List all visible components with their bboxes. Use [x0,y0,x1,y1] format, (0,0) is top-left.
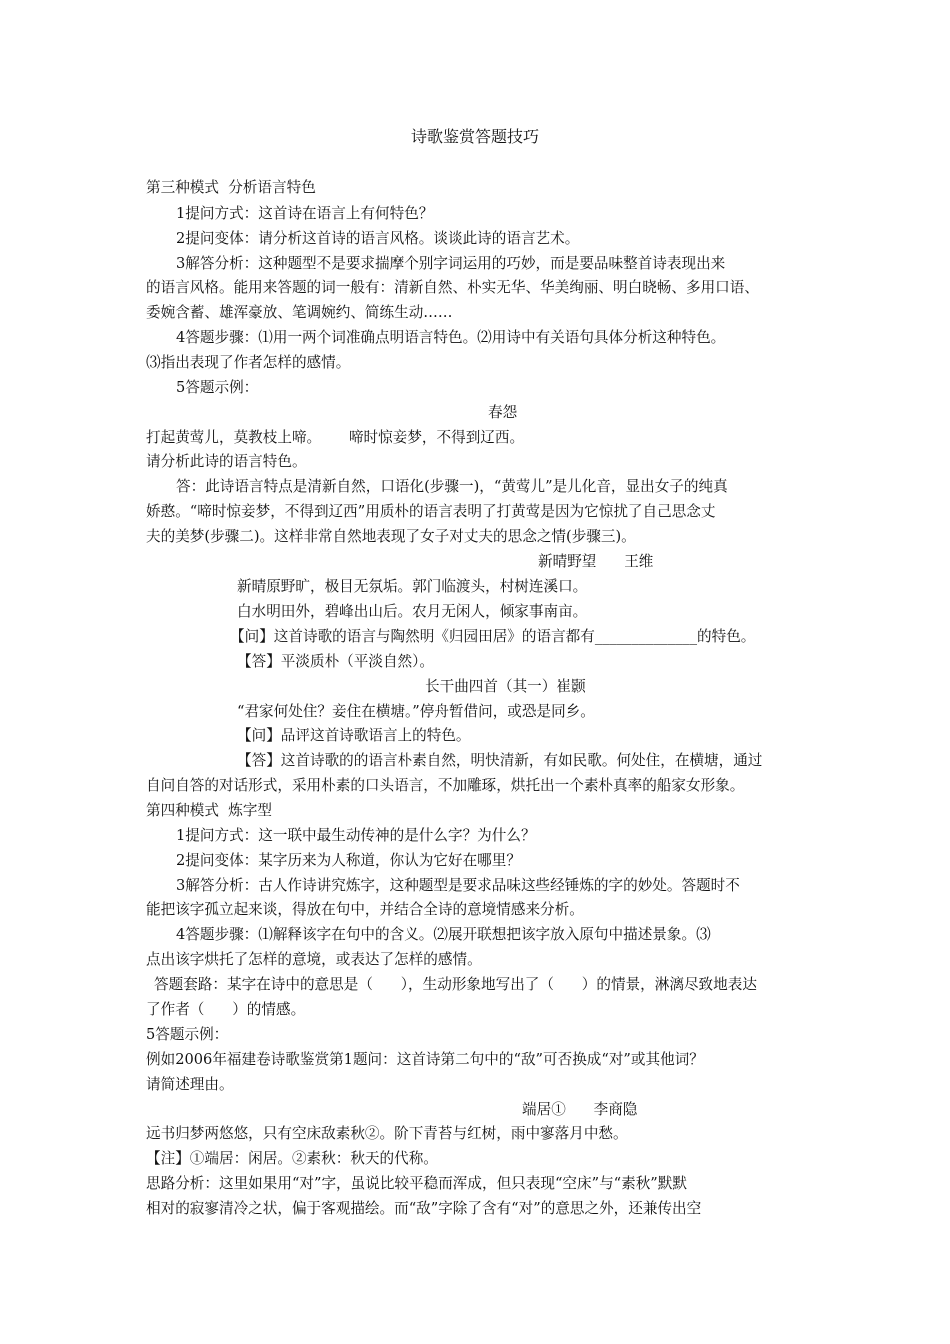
section-heading-mode-4: 第四种模式 炼字型 [146,802,273,819]
text-line: 委婉含蓄、雄浑豪放、笔调婉约、简练生动…… [146,304,453,321]
text-line: 相对的寂寥清冷之状，偏于客观描绘。而“敌”字除了含有“对”的意思之外，还兼传出空 [146,1200,702,1217]
text-line: 点出该字烘托了怎样的意境，或表达了怎样的感情。 [146,951,482,968]
note-line: 【注】①端居：闲居。②素秋：秋天的代称。 [146,1150,438,1167]
text-line: 的语言风格。能用来答题的词一般有：清新自然、朴实无华、华美绚丽、明白晓畅、多用口语、 [146,279,759,296]
text-line: 5答题示例： [176,379,259,396]
text-line: 例如2006年福建卷诗歌鉴赏第1题问：这首诗第二句中的“敌”可否换成“对”或其他词？ [146,1051,704,1068]
text-line: 4答题步骤：⑴解释该字在句中的含义。⑵展开联想把该字放入原句中描述景象。⑶ [176,926,711,943]
poem-title: 新晴野望 王维 [538,553,654,570]
text-line: 自问自答的对话形式，采用朴素的口头语言，不加雕琢，烘托出一个素朴真率的船家女形象。 [146,777,745,794]
text-line: 1提问方式：这一联中最生动传神的是什么字？为什么？ [176,827,536,844]
poem-line: 白水明田外，碧峰出山后。农月无闲人，倾家事南亩。 [237,603,588,620]
text-line: 思路分析：这里如果用“对”字，虽说比较平稳而浑成，但只表现“空床”与“素秋”默默 [146,1175,687,1192]
text-line: 2提问变体：某字历来为人称道，你认为它好在哪里？ [176,852,521,869]
question-line: 【问】这首诗歌的语言与陶然明《归园田居》的语言都有______________的特色。 [230,628,756,645]
text-line: 2提问变体：请分析这首诗的语言风格。谈谈此诗的语言艺术。 [176,230,580,247]
poem-title: 春怨 [488,404,518,421]
text-line: 娇憨。“啼时惊妾梦，不得到辽西”用质朴的语言表明了打黄莺是因为它惊扰了自己思念丈 [146,503,716,520]
answer-line: 【答】平淡质朴（平淡自然）。 [237,653,435,670]
poem-title: 长干曲四首（其一）崔颢 [425,678,586,695]
section-heading-mode-3: 第三种模式 分析语言特色 [146,179,316,196]
question-line: 【问】品评这首诗歌语言上的特色。 [237,727,471,744]
text-line: ⑶指出表现了作者怎样的感情。 [146,354,351,371]
poem-title: 端居① 李商隐 [522,1101,638,1118]
poem-line: 打起黄莺儿，莫教枝上啼。 啼时惊妾梦，不得到辽西。 [146,429,525,446]
text-line: 夫的美梦(步骤二)。这样非常自然地表现了女子对丈夫的思念之情(步骤三)。 [146,528,636,545]
text-line: 答题套路：某字在诗中的意思是（ ），生动形象地写出了（ ）的情景，淋漓尽致地表达 [154,976,757,993]
text-line: 5答题示例： [146,1026,229,1043]
text-line: 1提问方式：这首诗在语言上有何特色？ [176,205,434,222]
text-line: 能把该字孤立起来谈，得放在句中，并结合全诗的意境情感来分析。 [146,901,584,918]
text-line: 请分析此诗的语言特色。 [146,453,307,470]
text-line: 3解答分析：这种题型不是要求揣摩个别字词运用的巧妙，而是要品味整首诗表现出来 [176,255,726,272]
text-line: 3解答分析：古人作诗讲究炼字，这种题型是要求品味这些经锤炼的字的妙处。答题时不 [176,877,740,894]
document-title: 诗歌鉴赏答题技巧 [410,127,539,146]
text-line: 4答题步骤：⑴用一两个词准确点明语言特色。⑵用诗中有关语句具体分析这种特色。 [176,329,726,346]
text-line: 了作者（ ）的情感。 [146,1001,306,1018]
answer-line: 【答】这首诗歌的的语言朴素自然，明快清新，有如民歌。何处住，在横塘，通过 [237,752,763,769]
text-line: 请简述理由。 [146,1076,234,1093]
text-line: 答：此诗语言特点是清新自然，口语化(步骤一)，“黄莺儿”是儿化音，显出女子的纯真 [176,478,728,495]
poem-line: 远书归梦两悠悠，只有空床敌素秋②。阶下青苔与红树，雨中寥落月中愁。 [146,1125,628,1142]
poem-line: “君家何处住？妾住在横塘。”停舟暂借问，或恐是同乡。 [237,703,595,720]
poem-line: 新晴原野旷，极目无氛垢。郭门临渡头，村树连溪口。 [237,578,588,595]
